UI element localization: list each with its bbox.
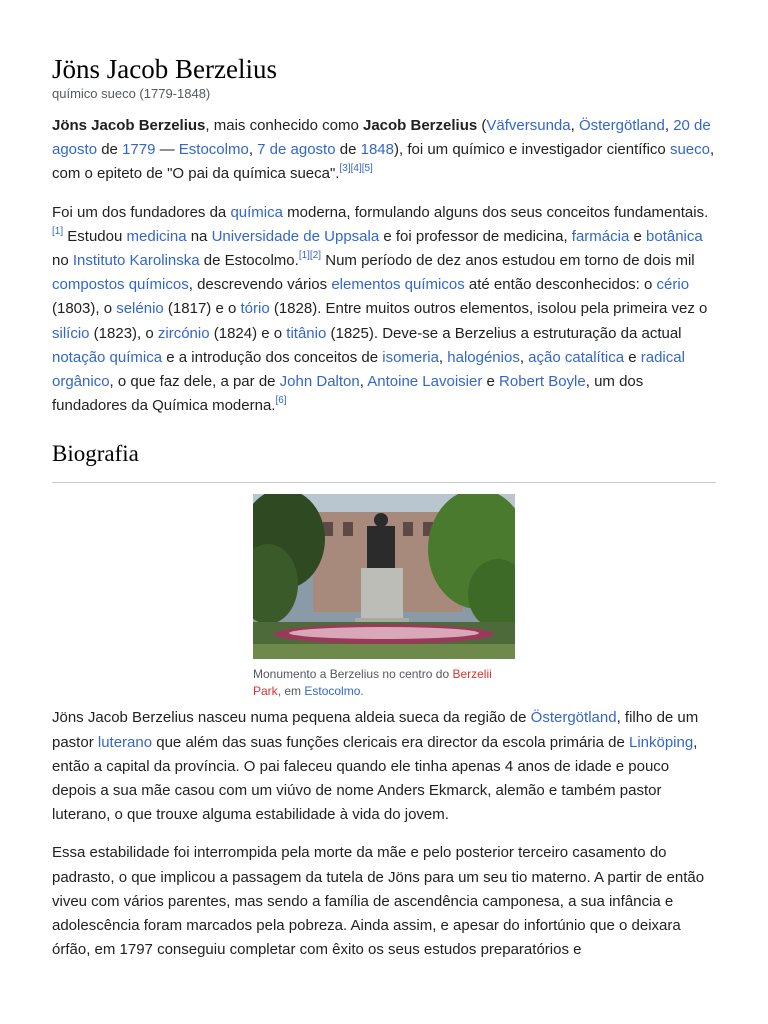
text: . — [360, 684, 364, 699]
text: (1817) e o — [163, 300, 241, 318]
link-medicina[interactable]: medicina — [126, 227, 187, 245]
link-compostos[interactable]: compostos químicos — [52, 276, 189, 294]
text: ( — [477, 117, 487, 134]
link-isomeria[interactable]: isomeria — [382, 348, 439, 366]
reference-link[interactable]: [6] — [275, 395, 287, 407]
text: e — [624, 348, 641, 366]
text: de — [335, 141, 361, 159]
bold-name: Jacob Berzelius — [362, 117, 478, 134]
text: (1828). Entre muitos outros elementos, isolou pela primeira vez o — [269, 300, 708, 318]
link-torio[interactable]: tório — [240, 300, 270, 318]
text: , em — [277, 684, 305, 699]
text: na — [186, 227, 212, 245]
text: , então a capital da província. O pai faleceu quando ele tinha apenas 4 anos de idade e pouco depois a sua mãe casou com um viúvo de nome Anders Ekmarck, alemão e também pastor luterano, o que trouxe alguma estabilidade à vida do jovem. — [52, 733, 698, 824]
link-ostergotland[interactable]: Östergötland — [530, 709, 617, 727]
text: , — [664, 117, 674, 134]
link-7-agosto[interactable]: 7 de agosto — [257, 141, 336, 159]
text: até então desconhecidos: o — [464, 276, 657, 294]
link-estocolmo[interactable]: Estocolmo — [178, 141, 249, 159]
text: Estudou — [63, 227, 127, 245]
text: , filho de um pastor — [52, 709, 699, 751]
text: , — [570, 117, 579, 134]
text: , — [438, 348, 448, 366]
biography-paragraph-1 — [52, 706, 716, 827]
link-lavoisier[interactable]: Antoine Lavoisier — [367, 373, 483, 391]
reference-link[interactable]: [1] — [52, 225, 64, 237]
text: , mais conhecido como — [205, 117, 363, 134]
text: que além das suas funções clericais era director da escola primária de — [152, 733, 629, 751]
figure-caption — [253, 666, 515, 700]
link-vafversunda[interactable]: Väfversunda — [486, 117, 571, 134]
link-halogenios[interactable]: halogénios — [447, 348, 520, 366]
link-uppsala[interactable]: Universidade de Uppsala — [211, 227, 380, 245]
link-selenio[interactable]: selénio — [116, 300, 164, 318]
text: Monumento a Berzelius no centro do — [253, 667, 453, 682]
text: , um dos fundadores da Química moderna. — [52, 373, 644, 415]
intro-paragraph — [52, 114, 716, 187]
link-1848[interactable]: 1848 — [360, 141, 394, 159]
text: moderna, formulando alguns dos seus conceitos fundamentais. — [282, 203, 709, 221]
text: , com o epiteto de "O pai da química sueca". — [52, 141, 715, 183]
text: (1803), o — [52, 300, 117, 318]
text: (1825). Deve-se a Berzelius a estruturação da actual — [326, 324, 682, 342]
page-subtitle: químico sueco (1779-1848) — [52, 86, 211, 101]
link-dalton[interactable]: John Dalton — [279, 373, 360, 391]
link-titanio[interactable]: titânio — [286, 324, 327, 342]
link-botanica[interactable]: botânica — [646, 227, 703, 245]
text: , — [519, 348, 529, 366]
biography-paragraph-2: Essa estabilidade foi interrompida pela morte da mãe e pelo posterior terceiro casamento do padrasto, o que implicou a passagem da tutela de Jöns para um seu tio materno. A partir de então viveu com vários parentes, mas sendo a família de ascendência camponesa, a sua infância e adolescência foram marcados pela pobreza. Ainda assim, e apesar do infortúnio que o deixara órfão, em 1797 conseguiu completar com êxito os seus estudos preparatórios e — [52, 844, 705, 959]
link-ostergotland[interactable]: Östergötland — [578, 117, 665, 134]
link-berzelii-park[interactable]: Berzelii Park — [253, 667, 492, 699]
text: e a introdução dos conceitos de — [162, 348, 383, 366]
text: no — [52, 252, 73, 270]
link-farmacia[interactable]: farmácia — [571, 227, 630, 245]
reference-link[interactable]: [1][2] — [298, 250, 322, 262]
link-zirconio[interactable]: zircónio — [157, 324, 210, 342]
text: de Estocolmo. — [199, 252, 299, 270]
link-cerio[interactable]: cério — [656, 276, 690, 294]
text: e foi professor de medicina, — [379, 227, 572, 245]
link-linkoping[interactable]: Linköping — [628, 733, 694, 751]
page-title: Jöns Jacob Berzelius — [52, 54, 277, 84]
monument-photo[interactable] — [253, 494, 515, 659]
text: e — [482, 373, 500, 391]
text: , descrevendo vários — [188, 276, 332, 294]
section-heading-biografia: Biografia — [52, 440, 716, 483]
text: ), foi um químico e investigador científico — [393, 141, 670, 159]
link-radical[interactable]: radical orgânico — [52, 348, 685, 391]
link-20-agosto[interactable]: 20 de agosto — [52, 117, 711, 159]
link-catalitica[interactable]: ação catalítica — [528, 348, 625, 366]
text: Foi um dos fundadores da — [52, 203, 231, 221]
text: , — [359, 373, 368, 391]
text: de — [97, 141, 123, 159]
link-elementos[interactable]: elementos químicos — [331, 276, 465, 294]
link-notacao[interactable]: notação química — [52, 348, 163, 366]
text: e — [629, 227, 647, 245]
link-quimica[interactable]: química — [230, 203, 283, 221]
second-paragraph — [52, 201, 716, 419]
link-estocolmo[interactable]: Estocolmo — [304, 684, 361, 699]
link-silicio[interactable]: silício — [52, 324, 90, 342]
text: (1823), o — [89, 324, 158, 342]
text: — — [155, 141, 179, 159]
link-luterano[interactable]: luterano — [97, 733, 153, 751]
reference-link[interactable]: [3][4][5] — [339, 163, 373, 175]
text: , o que faz dele, a par de — [109, 373, 280, 391]
text: , — [248, 141, 258, 159]
link-karolinska[interactable]: Instituto Karolinska — [72, 252, 200, 270]
text: Num período de dez anos estudou em torno de dois mil — [321, 252, 695, 270]
figure-monument — [253, 494, 515, 700]
text: (1824) e o — [209, 324, 287, 342]
text: Jöns Jacob Berzelius nasceu numa pequena aldeia sueca da região de — [52, 709, 531, 727]
link-sueco[interactable]: sueco — [669, 141, 710, 159]
link-boyle[interactable]: Robert Boyle — [499, 373, 586, 391]
link-1779[interactable]: 1779 — [122, 141, 156, 159]
bold-name: Jöns Jacob Berzelius — [52, 117, 206, 134]
